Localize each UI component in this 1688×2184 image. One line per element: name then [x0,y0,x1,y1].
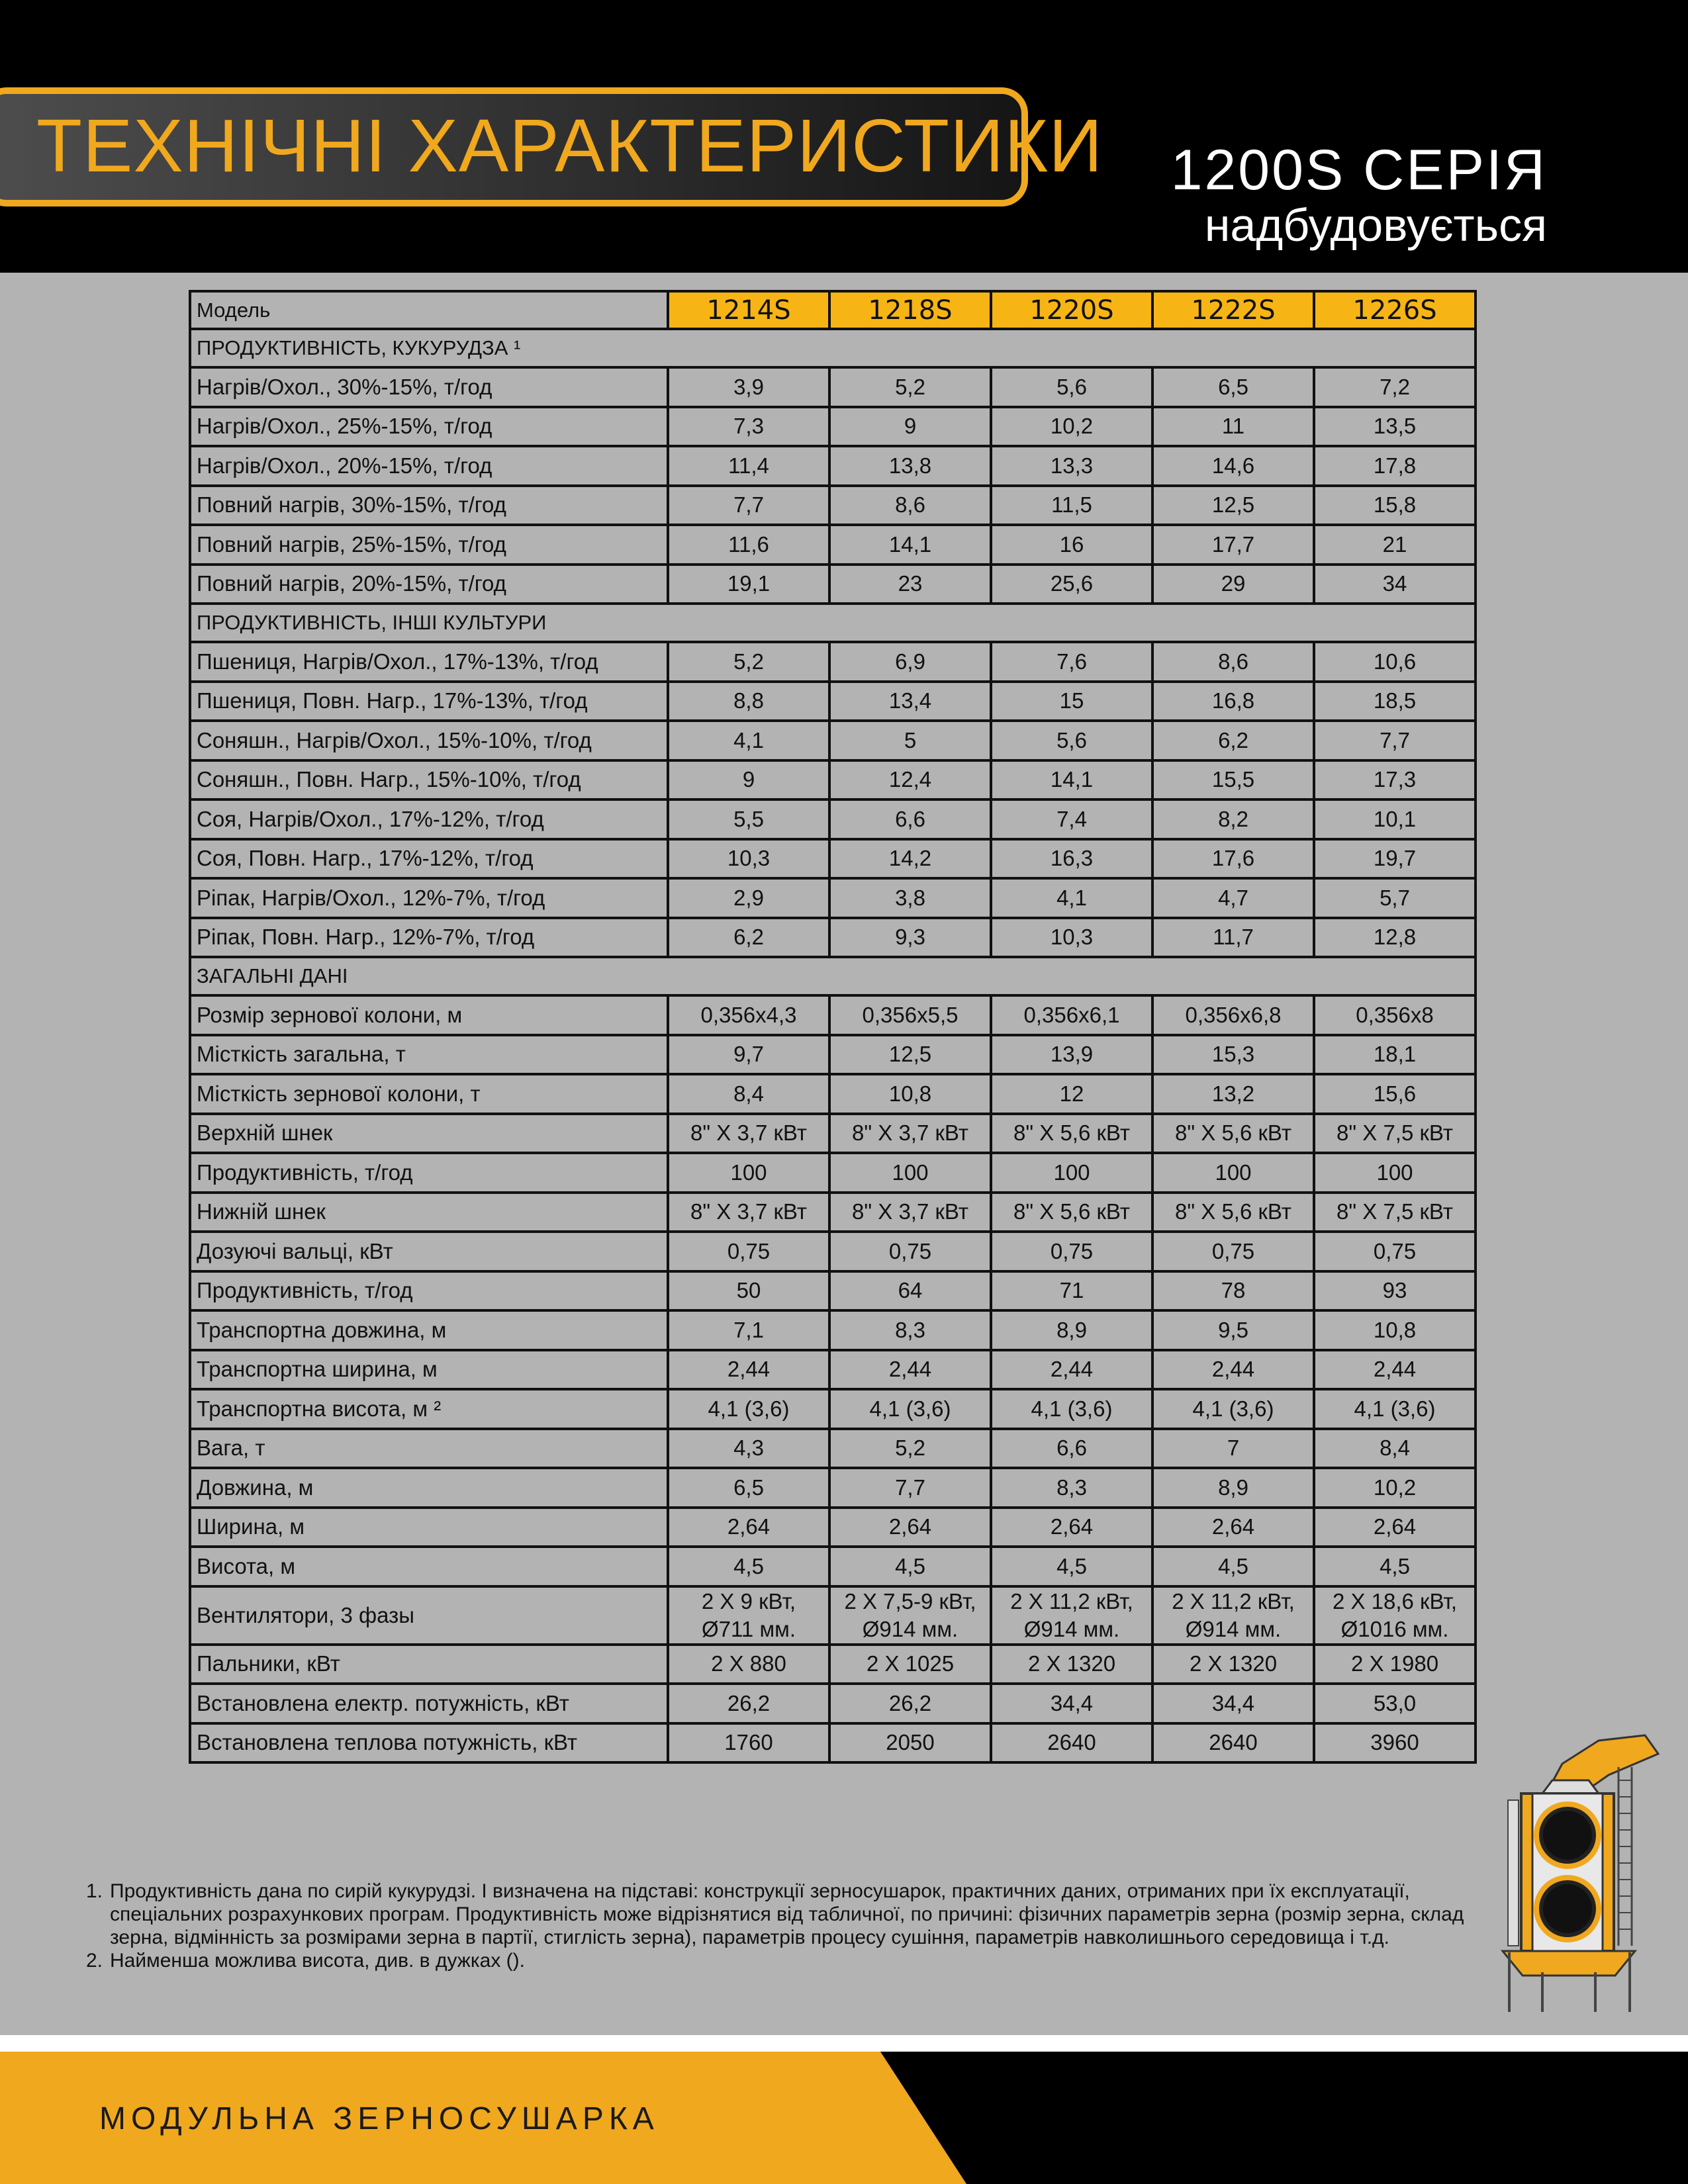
row-value: 14,1 [991,760,1152,800]
row-value: 4,3 [668,1429,829,1469]
row-label: Встановлена теплова потужність, кВт [190,1723,668,1763]
row-value: 8" X 5,6 кВт [1152,1193,1314,1232]
row-value: 2,44 [1314,1350,1476,1390]
row-value: 13,5 [1314,407,1476,447]
row-value: 1760 [668,1723,829,1763]
row-value: 2 X 11,2 кВт, Ø914 мм. [1152,1586,1314,1645]
row-value: 12,5 [1152,486,1314,525]
row-value: 12,5 [829,1035,991,1075]
row-value: 10,6 [1314,642,1476,682]
row-value: 12,4 [829,760,991,800]
row-value: 8" X 5,6 кВт [991,1193,1152,1232]
table-row [190,1547,1476,1586]
row-value: 0,75 [991,1232,1152,1271]
row-value: 2 X 18,6 кВт, Ø1016 мм. [1314,1586,1476,1645]
row-value: 0,75 [668,1232,829,1271]
row-label: Встановлена електр. потужність, кВт [190,1684,668,1723]
row-value: 15,8 [1314,486,1476,525]
row-value: 14,6 [1152,446,1314,486]
row-value: 6,6 [991,1429,1152,1469]
row-label: Ріпак, Повн. Нагр., 12%-7%, т/год [190,918,668,958]
row-label: Пшениця, Нагрів/Охол., 17%-13%, т/год [190,642,668,682]
row-label: Верхній шнек [190,1114,668,1154]
row-value: 71 [991,1271,1152,1311]
footnote [86,1880,1489,1949]
row-value: 4,1 (3,6) [829,1389,991,1429]
row-value: 3,8 [829,878,991,918]
row-label: Довжина, м [190,1468,668,1508]
row-value: 4,1 [668,721,829,760]
table-row [190,446,1476,486]
row-value: 100 [991,1153,1152,1193]
row-value: 4,1 (3,6) [991,1389,1152,1429]
row-value: 13,9 [991,1035,1152,1075]
row-value: 34,4 [991,1684,1152,1723]
model-name: 1214S [668,291,829,329]
table-row [190,1074,1476,1114]
row-value: 8,9 [1152,1468,1314,1508]
row-value: 0,75 [1152,1232,1314,1271]
row-value: 5 [829,721,991,760]
row-value: 8" X 3,7 кВт [668,1114,829,1154]
spec-table [189,290,1477,1764]
row-value: 8" X 3,7 кВт [829,1114,991,1154]
row-value: 11,5 [991,486,1152,525]
footer-title: МОДУЛЬНА ЗЕРНОСУШАРКА [99,2101,659,2136]
row-value: 10,3 [668,839,829,879]
row-value: 3,9 [668,367,829,407]
table-row [190,525,1476,565]
table-row [190,799,1476,839]
row-value: 9 [829,407,991,447]
row-value: 10,2 [1314,1468,1476,1508]
row-value: 13,3 [991,446,1152,486]
row-value: 50 [668,1271,829,1311]
table-row [190,682,1476,721]
row-value: 0,356x4,3 [668,995,829,1035]
row-value: 7,7 [829,1468,991,1508]
row-label: Соя, Повн. Нагр., 17%-12%, т/год [190,839,668,879]
row-value: 26,2 [829,1684,991,1723]
row-label: Соняшн., Нагрів/Охол., 15%-10%, т/год [190,721,668,760]
row-value: 2 X 880 [668,1645,829,1684]
table-row [190,367,1476,407]
row-value: 6,5 [1152,367,1314,407]
table-row [190,995,1476,1035]
table-row [190,407,1476,447]
page-title: ТЕХНІЧНІ ХАРАКТЕРИСТИКИ [36,104,1103,187]
row-value: 19,7 [1314,839,1476,879]
row-label: Місткість загальна, т [190,1035,668,1075]
row-value: 7,7 [668,486,829,525]
series-title: 1200S СЕРІЯ [1170,138,1547,202]
table-row [190,918,1476,958]
row-value: 3960 [1314,1723,1476,1763]
row-value: 29 [1152,565,1314,604]
row-value: 17,8 [1314,446,1476,486]
row-value: 9 [668,760,829,800]
row-value: 5,6 [991,367,1152,407]
row-value: 2 X 1025 [829,1645,991,1684]
row-value: 4,7 [1152,878,1314,918]
row-label: Пшениця, Повн. Нагр., 17%-13%, т/год [190,682,668,721]
model-header-row [190,291,1476,329]
row-value: 11,6 [668,525,829,565]
row-value: 7,4 [991,799,1152,839]
table-row [190,839,1476,879]
row-value: 8,3 [991,1468,1152,1508]
row-label: Місткість зернової колони, т [190,1074,668,1114]
row-value: 8" X 3,7 кВт [829,1193,991,1232]
row-value: 14,1 [829,525,991,565]
row-value: 6,9 [829,642,991,682]
row-value: 8,2 [1152,799,1314,839]
row-value: 9,7 [668,1035,829,1075]
row-value: 11,4 [668,446,829,486]
section-header-row [190,604,1476,642]
row-label: Транспортна довжина, м [190,1310,668,1350]
row-value: 6,2 [668,918,829,958]
model-name: 1222S [1152,291,1314,329]
row-value: 2,64 [829,1508,991,1547]
row-label: Нагрів/Охол., 25%-15%, т/год [190,407,668,447]
row-value: 5,2 [829,1429,991,1469]
row-label: Транспортна висота, м ² [190,1389,668,1429]
row-value: 7,6 [991,642,1152,682]
row-value: 100 [1314,1153,1476,1193]
row-value: 10,8 [1314,1310,1476,1350]
row-value: 2,44 [829,1350,991,1390]
row-value: 8" X 3,7 кВт [668,1193,829,1232]
row-value: 7,1 [668,1310,829,1350]
row-value: 2,9 [668,878,829,918]
row-value: 9,5 [1152,1310,1314,1350]
row-value: 2050 [829,1723,991,1763]
model-label: Модель [190,291,668,329]
row-value: 2 X 9 кВт, Ø711 мм. [668,1586,829,1645]
footer-separator [0,2035,1688,2052]
footnotes [86,1880,1489,1972]
section-title: ПРОДУКТИВНІСТЬ, КУКУРУДЗА ¹ [190,329,1476,367]
footnote-number: 1. [86,1880,103,1902]
row-value: 2640 [1152,1723,1314,1763]
row-value: 8,8 [668,682,829,721]
row-value: 15,5 [1152,760,1314,800]
grain-dryer-illustration [1483,1727,1662,2019]
row-value: 4,5 [1152,1547,1314,1586]
row-value: 4,5 [991,1547,1152,1586]
row-value: 0,356x6,1 [991,995,1152,1035]
table-row [190,1271,1476,1311]
row-value: 11 [1152,407,1314,447]
row-value: 2,64 [668,1508,829,1547]
row-label: Соняшн., Повн. Нагр., 15%-10%, т/год [190,760,668,800]
row-value: 78 [1152,1271,1314,1311]
row-value: 2 X 1320 [1152,1645,1314,1684]
table-row [190,565,1476,604]
row-value: 34,4 [1152,1684,1314,1723]
row-value: 23 [829,565,991,604]
row-value: 64 [829,1271,991,1311]
row-value: 0,356x5,5 [829,995,991,1035]
row-value: 15 [991,682,1152,721]
row-label: Висота, м [190,1547,668,1586]
row-value: 0,356x8 [1314,995,1476,1035]
row-value: 0,75 [829,1232,991,1271]
table-row [190,760,1476,800]
table-row [190,1193,1476,1232]
table-row [190,1723,1476,1763]
row-label: Ріпак, Нагрів/Охол., 12%-7%, т/год [190,878,668,918]
section-header-row [190,329,1476,367]
section-header-row [190,957,1476,995]
table-row [190,1153,1476,1193]
row-value: 17,6 [1152,839,1314,879]
row-value: 5,2 [668,642,829,682]
table-row [190,1350,1476,1390]
row-value: 10,2 [991,407,1152,447]
table-row [190,878,1476,918]
footnote-number: 2. [86,1950,103,1972]
row-value: 2 X 7,5-9 кВт, Ø914 мм. [829,1586,991,1645]
row-value: 2,64 [1152,1508,1314,1547]
row-label: Нагрів/Охол., 20%-15%, т/год [190,446,668,486]
footnote-text: Продуктивність дана по сирій кукурудзі. І визначена на підставі: конструкції зерносушарок, практичних даних, отриманих при їх експлуатації, спеціальних розрахункових програм. Продуктивність може відрізнятися від табличної, по причині: фізичних параметрів зерна (розмір зерна, склад зерна, відмінність за розмірами зерна в партії, стиглість зерна), параметрів процесу сушіння, параметрів навколишнього середовища і т.д. [110,1880,1464,1948]
row-value: 4,5 [668,1547,829,1586]
row-value: 9,3 [829,918,991,958]
table-row [190,1684,1476,1723]
row-value: 5,7 [1314,878,1476,918]
row-value: 53,0 [1314,1684,1476,1723]
row-value: 12,8 [1314,918,1476,958]
row-value: 6,5 [668,1468,829,1508]
row-value: 8,6 [829,486,991,525]
row-value: 17,7 [1152,525,1314,565]
row-value: 2,44 [1152,1350,1314,1390]
row-value: 4,5 [1314,1547,1476,1586]
row-value: 8,6 [1152,642,1314,682]
row-value: 5,6 [991,721,1152,760]
series-subtitle: надбудовується [1204,199,1547,251]
row-value: 13,2 [1152,1074,1314,1114]
row-label: Транспортна ширина, м [190,1350,668,1390]
row-value: 7,3 [668,407,829,447]
row-label: Пальники, кВт [190,1645,668,1684]
row-label: Вентилятори, 3 фазы [190,1586,668,1645]
row-value: 7,2 [1314,367,1476,407]
model-name: 1220S [991,291,1152,329]
row-value: 11,7 [1152,918,1314,958]
table-row [190,1232,1476,1271]
row-value: 0,356x6,8 [1152,995,1314,1035]
row-value: 8,9 [991,1310,1152,1350]
row-value: 8" X 7,5 кВт [1314,1193,1476,1232]
row-value: 21 [1314,525,1476,565]
row-value: 8" X 5,6 кВт [991,1114,1152,1154]
row-value: 26,2 [668,1684,829,1723]
row-label: Соя, Нагрів/Охол., 17%-12%, т/год [190,799,668,839]
row-value: 2,64 [1314,1508,1476,1547]
table-row [190,1429,1476,1469]
row-value: 4,1 (3,6) [668,1389,829,1429]
row-value: 13,4 [829,682,991,721]
row-value: 12 [991,1074,1152,1114]
row-label: Нагрів/Охол., 30%-15%, т/год [190,367,668,407]
row-value: 100 [829,1153,991,1193]
section-title: ПРОДУКТИВНІСТЬ, ІНШІ КУЛЬТУРИ [190,604,1476,642]
row-value: 17,3 [1314,760,1476,800]
table-row [190,1645,1476,1684]
row-value: 4,1 (3,6) [1314,1389,1476,1429]
table-row [190,1508,1476,1547]
row-value: 14,2 [829,839,991,879]
spec-table-body [190,291,1476,1762]
row-value: 8" X 5,6 кВт [1152,1114,1314,1154]
table-row [190,1586,1476,1645]
row-value: 8,4 [1314,1429,1476,1469]
model-name: 1226S [1314,291,1476,329]
row-value: 10,8 [829,1074,991,1114]
table-row [190,1114,1476,1154]
section-title: ЗАГАЛЬНІ ДАНІ [190,957,1476,995]
table-row [190,1310,1476,1350]
footnote-text: Найменша можлива висота, див. в дужках (). [110,1950,525,1972]
row-label: Ширина, м [190,1508,668,1547]
row-value: 0,75 [1314,1232,1476,1271]
row-value: 4,1 [991,878,1152,918]
row-value: 2,44 [668,1350,829,1390]
row-value: 7 [1152,1429,1314,1469]
row-value: 18,1 [1314,1035,1476,1075]
table-row [190,1389,1476,1429]
row-value: 15,3 [1152,1035,1314,1075]
footnote [86,1949,1489,1972]
row-value: 19,1 [668,565,829,604]
row-label: Вага, т [190,1429,668,1469]
row-value: 2 X 11,2 кВт, Ø914 мм. [991,1586,1152,1645]
row-label: Повний нагрів, 25%-15%, т/год [190,525,668,565]
row-label: Нижній шнек [190,1193,668,1232]
row-label: Повний нагрів, 20%-15%, т/год [190,565,668,604]
row-value: 2 X 1320 [991,1645,1152,1684]
row-value: 100 [668,1153,829,1193]
row-value: 8" X 7,5 кВт [1314,1114,1476,1154]
row-value: 2,44 [991,1350,1152,1390]
row-value: 4,1 (3,6) [1152,1389,1314,1429]
row-label: Розмір зернової колони, м [190,995,668,1035]
row-label: Дозуючі вальці, кВт [190,1232,668,1271]
row-value: 5,2 [829,367,991,407]
table-row [190,642,1476,682]
row-value: 15,6 [1314,1074,1476,1114]
row-value: 10,3 [991,918,1152,958]
row-value: 8,3 [829,1310,991,1350]
row-value: 2640 [991,1723,1152,1763]
row-value: 93 [1314,1271,1476,1311]
row-value: 2 X 1980 [1314,1645,1476,1684]
row-value: 6,6 [829,799,991,839]
row-label: Повний нагрів, 30%-15%, т/год [190,486,668,525]
row-value: 13,8 [829,446,991,486]
row-label: Продуктивність, т/год [190,1153,668,1193]
row-value: 25,6 [991,565,1152,604]
row-value: 6,2 [1152,721,1314,760]
row-value: 100 [1152,1153,1314,1193]
row-value: 16,3 [991,839,1152,879]
row-value: 16 [991,525,1152,565]
table-row [190,721,1476,760]
row-value: 8,4 [668,1074,829,1114]
row-value: 2,64 [991,1508,1152,1547]
table-row [190,486,1476,525]
row-value: 7,7 [1314,721,1476,760]
row-label: Продуктивність, т/год [190,1271,668,1311]
table-row [190,1468,1476,1508]
row-value: 16,8 [1152,682,1314,721]
row-value: 5,5 [668,799,829,839]
row-value: 18,5 [1314,682,1476,721]
row-value: 4,5 [829,1547,991,1586]
model-name: 1218S [829,291,991,329]
table-row [190,1035,1476,1075]
row-value: 10,1 [1314,799,1476,839]
row-value: 34 [1314,565,1476,604]
